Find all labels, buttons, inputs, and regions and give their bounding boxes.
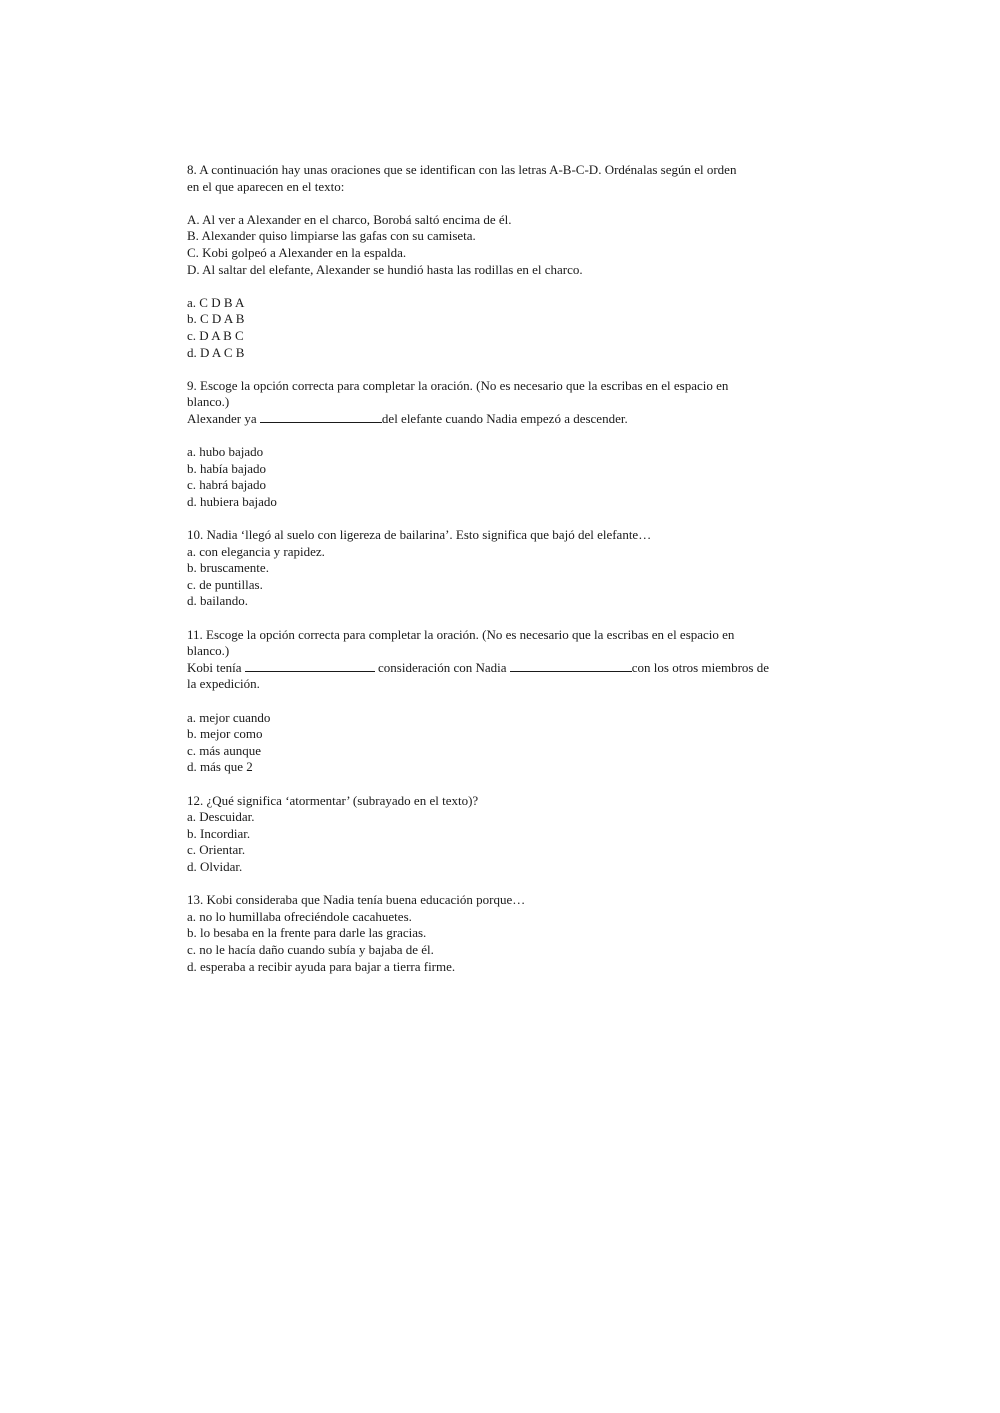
question-13 — [187, 892, 817, 975]
question-11 — [187, 627, 817, 776]
statement-d: D. Al saltar del elefante, Alexander se hundió hasta las rodillas en el charco. — [187, 261, 583, 277]
question-9-option-b: b. había bajado — [187, 460, 267, 476]
question-13-option-c: c. no le hacía daño cuando subía y bajaba de él. — [187, 941, 434, 957]
question-11-option-c: c. más aunque — [187, 742, 262, 758]
question-9-blank — [260, 411, 382, 423]
question-9-sentence-start: Alexander ya — [187, 410, 260, 426]
question-9 — [187, 378, 817, 511]
worksheet-page — [187, 162, 817, 975]
question-11-option-b: b. mejor como — [187, 726, 263, 742]
question-11-prompt-line-1: 11. Escoge la opción correcta para completar la oración. (No es necesario que la escribas en el espacio en — [187, 626, 735, 642]
question-9-prompt-line-2: blanco.) — [187, 394, 230, 410]
question-11-option-d: d. más que 2 — [187, 759, 253, 775]
question-12-option-c: c. Orientar. — [187, 842, 246, 858]
question-10-option-b: b. bruscamente. — [187, 560, 269, 576]
question-8 — [187, 162, 817, 361]
statement-a: A. Al ver a Alexander en el charco, Borobá saltó encima de él. — [187, 211, 512, 227]
question-11-sentence — [187, 660, 817, 677]
question-12 — [187, 793, 817, 876]
question-10-option-d: d. bailando. — [187, 593, 249, 609]
question-9-sentence-end: del elefante cuando Nadia empezó a descender. — [381, 410, 628, 426]
question-11-blank-1 — [245, 660, 375, 672]
question-11-sentence-end: con los otros miembros de — [631, 659, 769, 675]
question-13-prompt: 13. Kobi consideraba que Nadia tenía buena educación porque… — [187, 892, 526, 908]
question-9-option-c: c. habrá bajado — [187, 477, 267, 493]
question-9-prompt-line-1: 9. Escoge la opción correcta para completar la oración. (No es necesario que la escribas en el espacio en — [187, 377, 729, 393]
question-12-prompt: 12. ¿Qué significa ‘atormentar’ (subrayado en el texto)? — [187, 792, 479, 808]
question-12-option-d: d. Olvidar. — [187, 858, 243, 874]
question-9-sentence — [187, 411, 817, 428]
question-10-option-a: a. con elegancia y rapidez. — [187, 543, 325, 559]
statement-c: C. Kobi golpeó a Alexander en la espalda. — [187, 244, 407, 260]
question-12-option-a: a. Descuidar. — [187, 809, 255, 825]
question-13-option-b: b. lo besaba en la frente para darle las gracias. — [187, 925, 427, 941]
question-11-option-a: a. mejor cuando — [187, 709, 271, 725]
question-10-prompt: 10. Nadia ‘llegó al suelo con ligereza de bailarina’. Esto significa que bajó del elefante… — [187, 527, 652, 543]
question-11-sentence-start: Kobi tenía — [187, 659, 245, 675]
question-11-sentence-line-2: la expedición. — [187, 676, 260, 692]
question-11-sentence-mid: consideración con Nadia — [374, 659, 510, 675]
question-8-option-a: a. C D B A — [187, 294, 245, 310]
question-13-option-d: d. esperaba a recibir ayuda para bajar a tierra firme. — [187, 958, 456, 974]
question-9-option-a: a. hubo bajado — [187, 444, 264, 460]
question-10-option-c: c. de puntillas. — [187, 576, 263, 592]
question-9-option-d: d. hubiera bajado — [187, 493, 277, 509]
question-13-option-a: a. no lo humillaba ofreciéndole cacahuetes. — [187, 908, 412, 924]
question-8-option-c: c. D A B C — [187, 327, 244, 343]
question-8-prompt-line-2: en el que aparecen en el texto: — [187, 178, 345, 194]
statement-b: B. Alexander quiso limpiarse las gafas con su camiseta. — [187, 228, 476, 244]
question-11-blank-2 — [510, 660, 632, 672]
question-12-option-b: b. Incordiar. — [187, 825, 251, 841]
question-10 — [187, 527, 817, 610]
question-8-prompt-line-1: 8. A continuación hay unas oraciones que se identifican con las letras A-B-C-D. Ordénalas según el orden — [187, 162, 737, 177]
question-8-option-b: b. C D A B — [187, 311, 245, 327]
question-8-option-d: d. D A C B — [187, 344, 245, 360]
question-11-prompt-line-2: blanco.) — [187, 643, 230, 659]
